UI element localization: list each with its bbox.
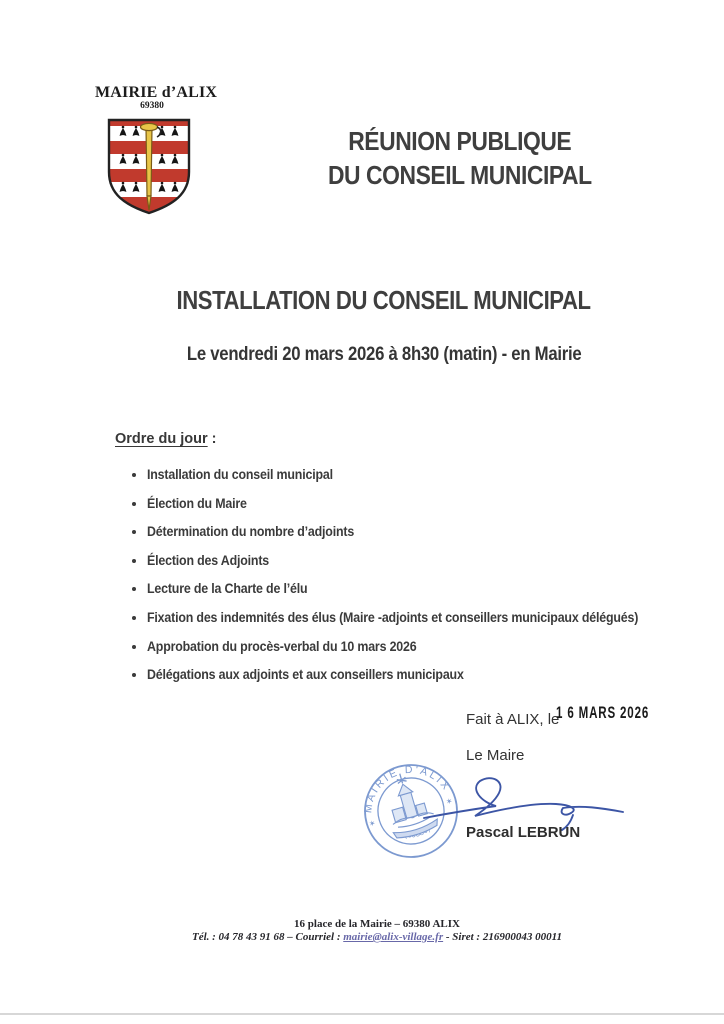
agenda-item-label: Élection du Maire: [147, 495, 247, 511]
meeting-title: [198, 124, 722, 192]
agenda-list: [131, 466, 693, 695]
agenda-item-label: Installation du conseil municipal: [147, 467, 333, 482]
footer-siret: - Siret : 216900043 00011: [443, 931, 562, 943]
stamp-star-right: ✶: [444, 796, 454, 807]
footer-contact-line: [30, 931, 724, 943]
meeting-title-line2: DU CONSEIL MUNICIPAL: [328, 160, 592, 190]
agenda-item: [147, 666, 693, 683]
stamp-star-left: ✶: [367, 818, 377, 829]
agenda-heading: [115, 431, 217, 447]
scan-artifact-line: [0, 1013, 724, 1015]
org-name: MAIRIE d’ALIX: [95, 84, 218, 101]
agenda-item-label: Fixation des indemnités des élus (Maire -adjoints et conseillers municipaux délégués): [147, 609, 639, 625]
agenda-heading-label: Ordre du jour: [115, 431, 208, 447]
footer-address: 16 place de la Mairie – 69380 ALIX: [294, 918, 460, 930]
agenda-item-label: Détermination du nombre d’adjoints: [147, 524, 355, 540]
coat-of-arms: [103, 114, 195, 218]
agenda-item: [147, 609, 693, 626]
footer-email-link[interactable]: mairie@alix-village.fr: [343, 931, 444, 943]
meeting-title-line1: RÉUNION PUBLIQUE: [348, 126, 572, 156]
signatory-name: Pascal LEBRUN: [466, 824, 581, 841]
agenda-item: [147, 466, 693, 483]
footer: [30, 918, 724, 943]
agenda-item: [147, 580, 693, 597]
agenda-item-label: Élection des Adjoints: [147, 552, 270, 568]
org-postal-code: 69380: [140, 101, 164, 111]
agenda-item-label: Délégations aux adjoints et aux conseillers municipaux: [147, 667, 464, 683]
agenda-item: [147, 495, 693, 512]
schedule-line: Le vendredi 20 mars 2026 à 8h30 (matin) - en Mairie: [186, 344, 582, 365]
agenda-item: [147, 552, 693, 569]
agenda-item: [147, 638, 693, 655]
date-stamp: 1 6 MARS 2026: [556, 704, 650, 722]
agenda-heading-colon: :: [207, 431, 217, 447]
place-date-line: Fait à ALIX, le: [466, 711, 560, 728]
signatory-title: Le Maire: [466, 747, 525, 764]
stamp-arc-top-text: MAIRIE D'ALIX: [362, 763, 454, 814]
subject-title: INSTALLATION DU CONSEIL MUNICIPAL: [176, 285, 592, 315]
agenda-item: [147, 523, 693, 540]
agenda-item-label: Approbation du procès-verbal du 10 mars 2026: [147, 638, 417, 654]
footer-tel: Tél. : 04 78 43 91 68 – Courriel :: [191, 931, 344, 943]
agenda-item-label: Lecture de la Charte de l’élu: [147, 581, 308, 597]
